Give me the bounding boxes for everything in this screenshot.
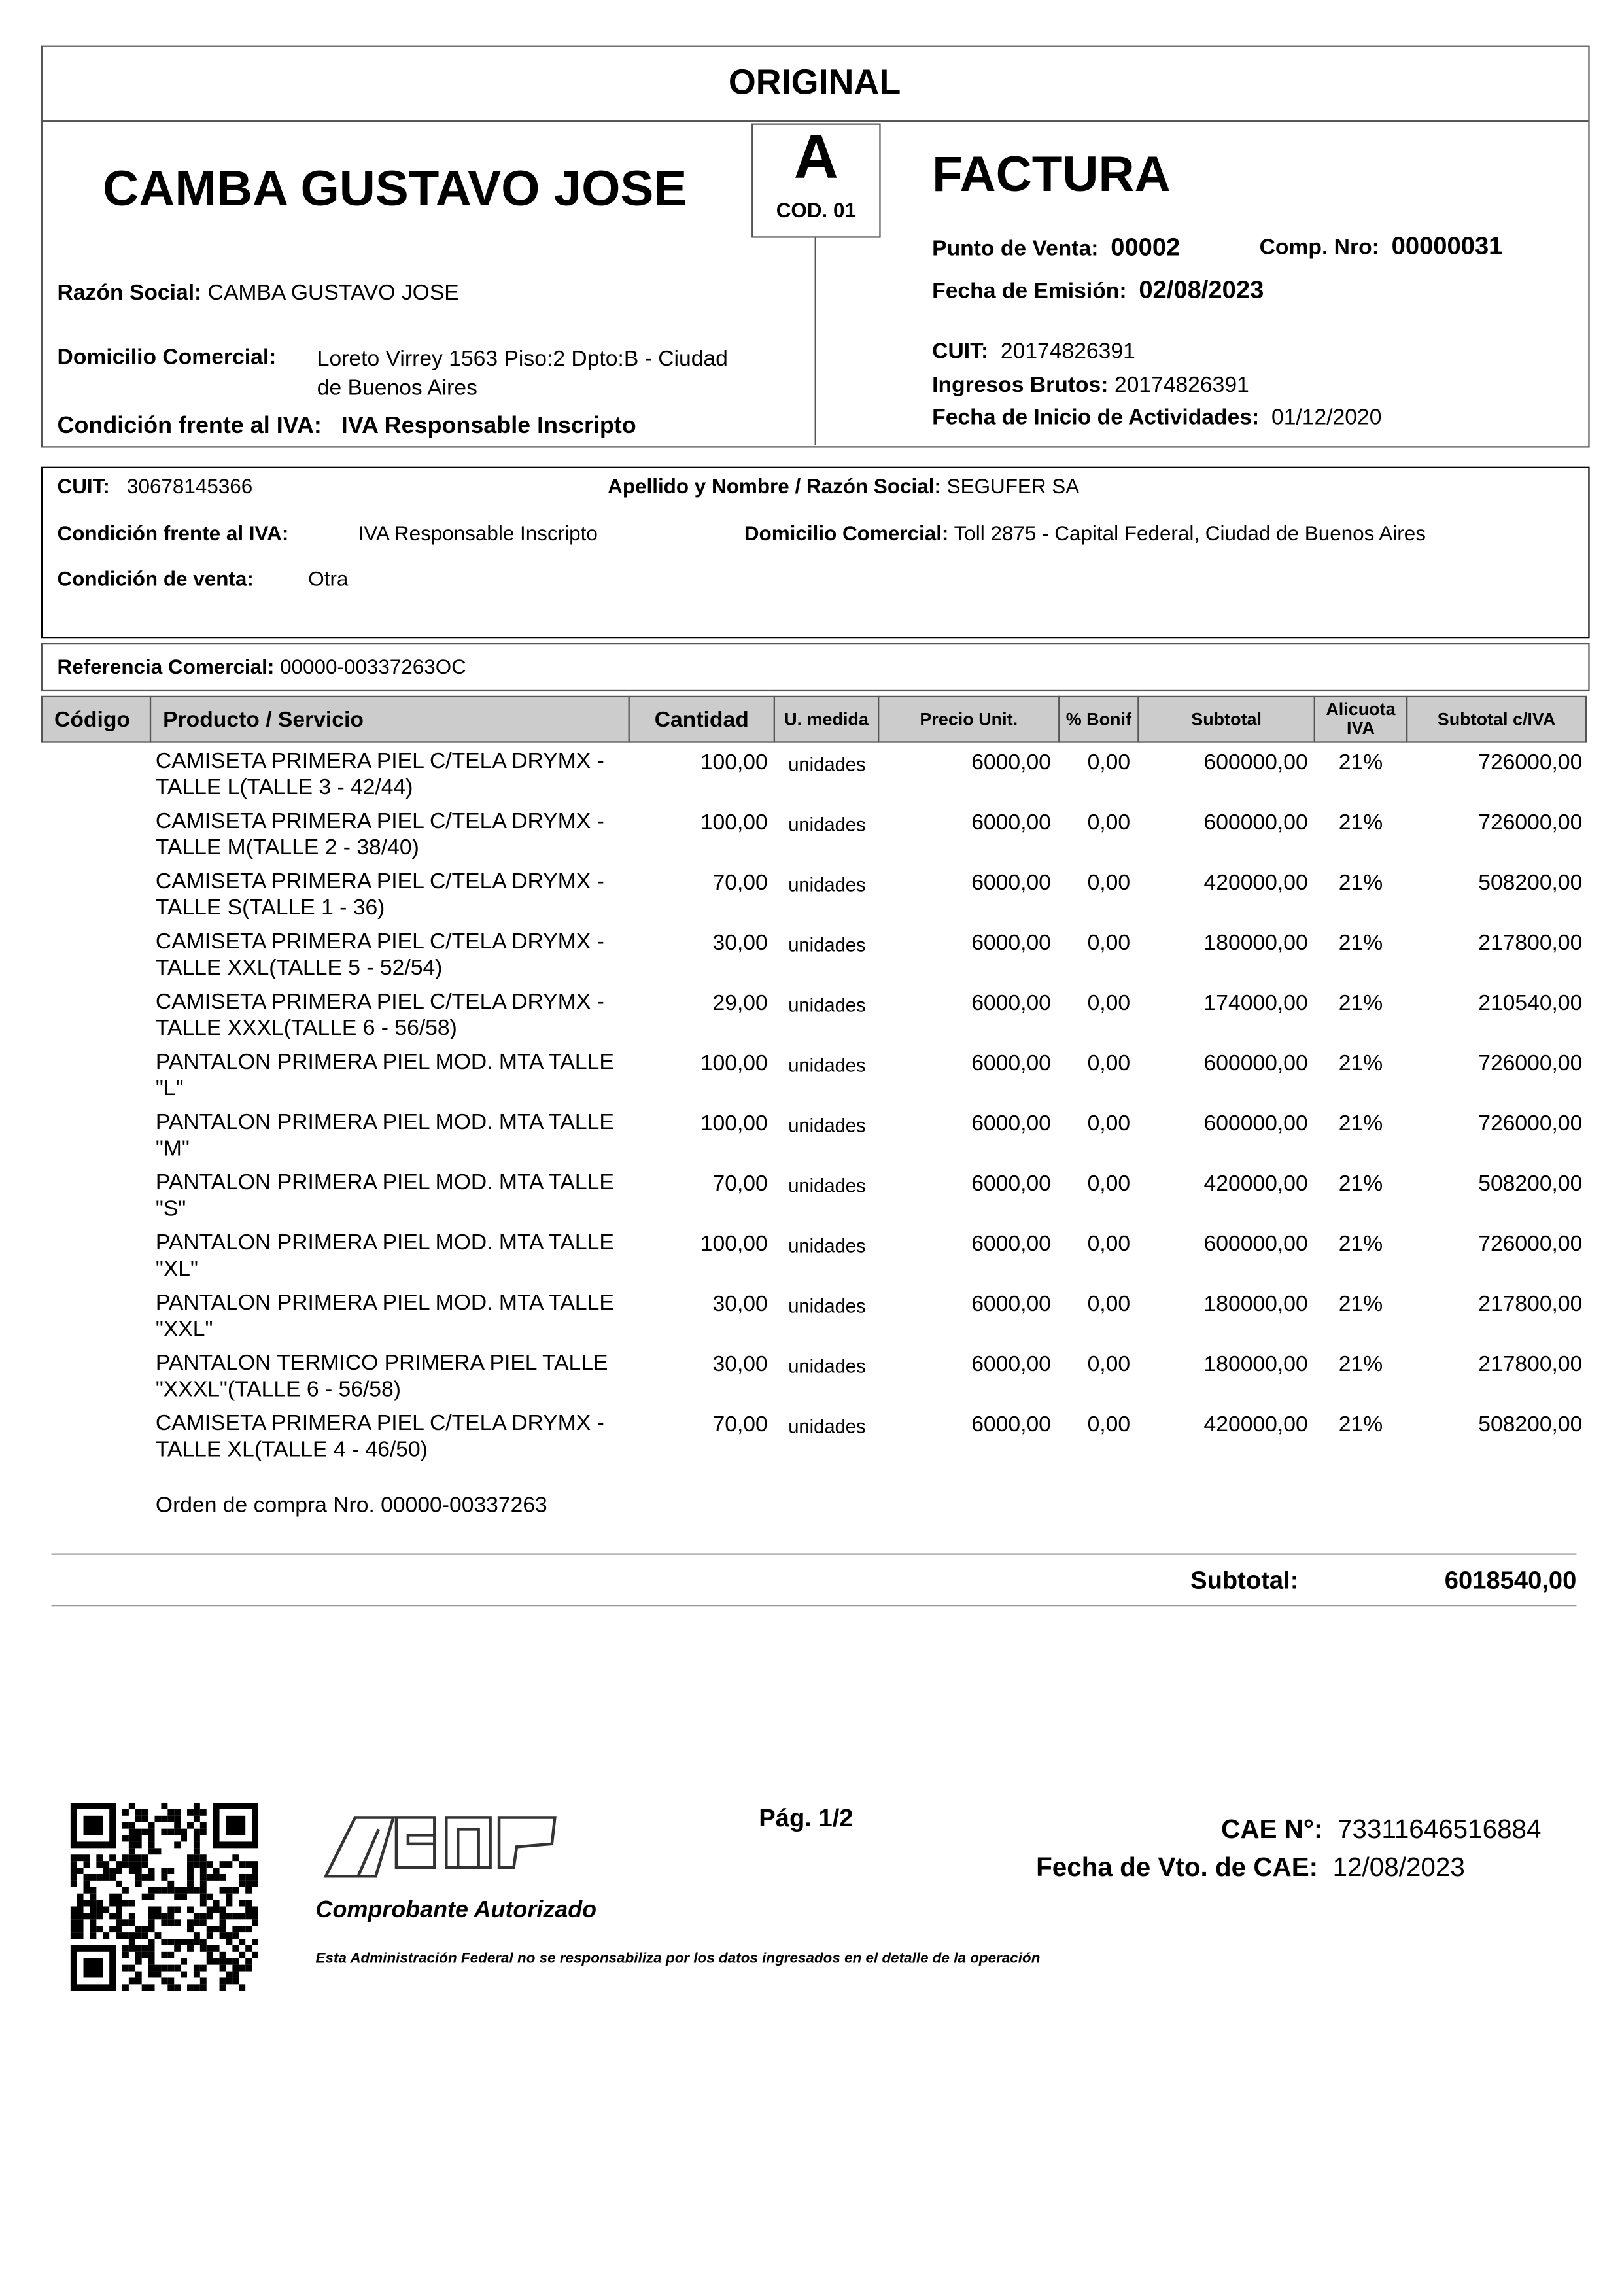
domicilio-value: [317, 345, 728, 404]
product-line: CAMISETA PRIMERA PIEL C/TELA DRYMX -: [155, 929, 604, 954]
product: [156, 990, 604, 1043]
unit-price: 6000,00: [971, 1171, 1051, 1197]
comprobante-autorizado: Comprobante Autorizado: [315, 1898, 597, 1924]
bonif: 0,00: [1087, 1051, 1131, 1077]
col-header-precio: Precio Unit.: [878, 696, 1060, 743]
subtotal-with-iva: 508200,00: [1478, 870, 1583, 896]
product-line: CAMISETA PRIMERA PIEL C/TELA DRYMX -: [155, 809, 604, 834]
bonif: 0,00: [1087, 750, 1131, 775]
product: [156, 1411, 604, 1464]
unit-price: 6000,00: [971, 990, 1051, 1017]
subtotal: 600000,00: [1203, 1051, 1308, 1077]
value: 02/08/2023: [1139, 275, 1264, 304]
referencia-comercial: [58, 655, 466, 678]
page-number: Pág. 1/2: [759, 1804, 854, 1832]
line: Loreto Virrey 1563 Piso:2 Dpto:B - Ciudad: [317, 346, 728, 372]
iva-rate: 21%: [1338, 930, 1383, 956]
unit: unidades: [788, 1114, 866, 1137]
product-line: CAMISETA PRIMERA PIEL C/TELA DRYMX -: [155, 1410, 604, 1436]
product-line: PANTALON TERMICO PRIMERA PIEL TALLE: [155, 1350, 608, 1376]
quantity: 30,00: [712, 930, 768, 956]
value: 73311646516884: [1337, 1814, 1542, 1844]
unit: unidades: [788, 813, 866, 836]
doc-code: COD. 01: [776, 198, 856, 222]
label: Domicilio Comercial:: [744, 521, 949, 545]
iva-rate: 21%: [1338, 750, 1383, 775]
quantity: 70,00: [712, 870, 768, 896]
iva-rate: 21%: [1338, 990, 1383, 1017]
unit: unidades: [788, 1174, 866, 1197]
client-domicilio: [744, 521, 1426, 545]
quantity: 100,00: [700, 1111, 768, 1137]
unit-price: 6000,00: [971, 1111, 1051, 1137]
col-header-alicuota: Alicuota IVA: [1314, 696, 1408, 743]
label: Fecha de Inicio de Actividades:: [932, 405, 1260, 430]
razon-social: [58, 281, 459, 305]
label: CUIT:: [932, 339, 989, 364]
disclaimer: Esta Administración Federal no se responsabiliza por los datos ingresados en el detalle de la operación: [315, 1951, 1041, 1968]
subtotal-with-iva: 217800,00: [1478, 1291, 1583, 1317]
subtotal: 600000,00: [1203, 750, 1308, 775]
col-header-subtotal-iva: Subtotal c/IVA: [1406, 696, 1587, 743]
unit-price: 6000,00: [971, 1231, 1051, 1257]
product: [156, 749, 604, 802]
label: Apellido y Nombre / Razón Social:: [608, 474, 941, 498]
quantity: 100,00: [700, 750, 768, 775]
cae-vto: [1036, 1852, 1465, 1883]
condicion-venta: Otra: [308, 566, 349, 591]
table-row: [0, 1110, 1622, 1170]
table-row: [0, 1230, 1622, 1291]
product-line: TALLE XL(TALLE 4 - 46/50): [155, 1437, 428, 1463]
product-line: "XL": [155, 1257, 198, 1282]
unit-price: 6000,00: [971, 750, 1051, 775]
unit-price: 6000,00: [971, 1352, 1051, 1378]
value: 20174826391: [1000, 339, 1135, 364]
bonif: 0,00: [1087, 930, 1131, 956]
quantity: 30,00: [712, 1352, 768, 1378]
col-header-umedida: U. medida: [774, 696, 880, 743]
value: Toll 2875 - Capital Federal, Ciudad de Buenos Aires: [954, 521, 1426, 545]
table-row: [0, 1411, 1622, 1471]
table-row: [0, 869, 1622, 930]
unit-price: 6000,00: [971, 870, 1051, 896]
bonif: 0,00: [1087, 810, 1131, 836]
value: 01/12/2020: [1271, 405, 1382, 430]
label: Fecha de Vto. de CAE:: [1036, 1852, 1319, 1883]
bonif: 0,00: [1087, 1171, 1131, 1197]
divider: [815, 235, 816, 445]
iva-rate: 21%: [1338, 1051, 1383, 1077]
unit: unidades: [788, 933, 866, 956]
client-iva-label: Condición frente al IVA:: [57, 521, 289, 545]
iva-rate: 21%: [1338, 1231, 1383, 1257]
product-line: TALLE S(TALLE 1 - 36): [155, 896, 385, 921]
table-row: [0, 749, 1622, 809]
unit: unidades: [788, 753, 866, 775]
subtotal: 420000,00: [1203, 1412, 1308, 1438]
punto-venta: [932, 234, 1180, 263]
product-line: PANTALON PRIMERA PIEL MOD. MTA TALLE: [155, 1230, 614, 1255]
unit: unidades: [788, 1234, 866, 1257]
subtotal-with-iva: 217800,00: [1478, 930, 1583, 956]
subtotal-with-iva: 726000,00: [1478, 1051, 1583, 1077]
value: CAMBA GUSTAVO JOSE: [207, 280, 459, 305]
product: [156, 1230, 614, 1283]
product: [156, 1050, 614, 1103]
subtotal: 174000,00: [1203, 990, 1308, 1017]
doc-letter: A: [793, 122, 838, 191]
product-line: PANTALON PRIMERA PIEL MOD. MTA TALLE: [155, 1170, 614, 1195]
product: [156, 809, 604, 862]
subtotal-with-iva: 726000,00: [1478, 1111, 1583, 1137]
subtotal-with-iva: 210540,00: [1478, 990, 1583, 1017]
product: [156, 1110, 614, 1163]
product-line: "S": [155, 1196, 186, 1222]
product-line: "L": [155, 1076, 184, 1102]
value: 00002: [1111, 233, 1181, 262]
issuer-iva: [58, 414, 636, 440]
unit: unidades: [788, 994, 866, 1017]
value: 12/08/2023: [1332, 1852, 1465, 1883]
product: [156, 1170, 614, 1223]
table-row: [0, 1170, 1622, 1230]
quantity: 100,00: [700, 1051, 768, 1077]
product-line: CAMISETA PRIMERA PIEL C/TELA DRYMX -: [155, 989, 604, 1015]
value: 20174826391: [1114, 373, 1249, 398]
iva-rate: 21%: [1338, 1171, 1383, 1197]
product: [156, 1351, 608, 1404]
bonif: 0,00: [1087, 1412, 1131, 1438]
ingresos-brutos: [932, 373, 1249, 398]
product-line: PANTALON PRIMERA PIEL MOD. MTA TALLE: [155, 1049, 614, 1075]
value: 30678145366: [127, 474, 253, 498]
label: CAE N°:: [1221, 1814, 1323, 1844]
quantity: 29,00: [712, 990, 768, 1017]
iva-rate: 21%: [1338, 1291, 1383, 1317]
table-row: [0, 809, 1622, 869]
unit: unidades: [788, 1415, 866, 1438]
product-line: CAMISETA PRIMERA PIEL C/TELA DRYMX -: [155, 748, 604, 774]
iva-rate: 21%: [1338, 1111, 1383, 1137]
table-row: [0, 1351, 1622, 1411]
quantity: 100,00: [700, 810, 768, 836]
client-cuit: [58, 474, 253, 498]
invoice-title: FACTURA: [932, 147, 1171, 203]
qr-code-icon: [71, 1803, 258, 1991]
quantity: 70,00: [712, 1171, 768, 1197]
value: SEGUFER SA: [946, 474, 1080, 498]
iva-rate: 21%: [1338, 870, 1383, 896]
bonif: 0,00: [1087, 1231, 1131, 1257]
divider: [52, 1605, 1577, 1606]
product-line: TALLE L(TALLE 3 - 42/44): [155, 774, 413, 801]
client-iva: IVA Responsable Inscripto: [358, 521, 598, 545]
label: Razón Social:: [57, 280, 202, 305]
product-line: "XXL": [155, 1317, 213, 1342]
subtotal-label: Subtotal:: [1190, 1566, 1299, 1595]
subtotal: 420000,00: [1203, 1171, 1308, 1197]
product-line: TALLE XXL(TALLE 5 - 52/54): [155, 956, 443, 981]
quantity: 70,00: [712, 1412, 768, 1438]
subtotal-with-iva: 726000,00: [1478, 1231, 1583, 1257]
iva-rate: 21%: [1338, 1412, 1383, 1438]
product: [156, 869, 604, 922]
unit: unidades: [788, 873, 866, 896]
issuer-name: CAMBA GUSTAVO JOSE: [103, 161, 687, 218]
doc-type-box: [751, 124, 880, 238]
table-row: [0, 1050, 1622, 1110]
subtotal: 600000,00: [1203, 1231, 1308, 1257]
unit: unidades: [788, 1054, 866, 1077]
subtotal-with-iva: 217800,00: [1478, 1352, 1583, 1378]
unit-price: 6000,00: [971, 1291, 1051, 1317]
issuer-cuit: [932, 339, 1135, 364]
table-row: [0, 990, 1622, 1050]
bonif: 0,00: [1087, 990, 1131, 1017]
product-line: PANTALON PRIMERA PIEL MOD. MTA TALLE: [155, 1290, 614, 1315]
quantity: 100,00: [700, 1231, 768, 1257]
subtotal-with-iva: 726000,00: [1478, 750, 1583, 775]
product-line: TALLE XXXL(TALLE 6 - 56/58): [155, 1016, 457, 1041]
col-header-bonif: % Bonif: [1058, 696, 1139, 743]
label: CUIT:: [57, 474, 110, 498]
label: Referencia Comercial:: [57, 654, 275, 678]
comp-nro: [1260, 232, 1503, 262]
copy-label: ORIGINAL: [728, 63, 901, 103]
label: Ingresos Brutos:: [932, 373, 1109, 398]
col-header-producto: Producto / Servicio: [150, 696, 630, 743]
subtotal: 180000,00: [1203, 1352, 1308, 1378]
quantity: 30,00: [712, 1291, 768, 1317]
label: Fecha de Emisión:: [932, 279, 1127, 304]
product-line: PANTALON PRIMERA PIEL MOD. MTA TALLE: [155, 1109, 614, 1135]
subtotal-with-iva: 508200,00: [1478, 1412, 1583, 1438]
iva-rate: 21%: [1338, 810, 1383, 836]
client-name: [608, 474, 1079, 498]
bonif: 0,00: [1087, 1291, 1131, 1317]
afip-logo: [323, 1811, 565, 1882]
orden-compra: Orden de compra Nro. 00000-00337263: [155, 1493, 547, 1518]
label: Condición frente al IVA:: [57, 413, 322, 440]
line: de Buenos Aires: [317, 375, 477, 401]
bonif: 0,00: [1087, 1352, 1131, 1378]
unit-price: 6000,00: [971, 1412, 1051, 1438]
col-header-subtotal: Subtotal: [1137, 696, 1315, 743]
bonif: 0,00: [1087, 1111, 1131, 1137]
condicion-venta-label: Condición de venta:: [57, 566, 254, 591]
value: 00000-00337263OC: [280, 654, 466, 678]
subtotal-with-iva: 726000,00: [1478, 810, 1583, 836]
product-line: "XXXL"(TALLE 6 - 56/58): [155, 1377, 401, 1402]
label: Comp. Nro:: [1259, 235, 1379, 260]
product: [156, 1291, 614, 1344]
product-line: TALLE M(TALLE 2 - 38/40): [155, 835, 419, 861]
domicilio-label: Domicilio Comercial:: [57, 345, 277, 370]
cae: [1221, 1815, 1541, 1845]
iva-rate: 21%: [1338, 1352, 1383, 1378]
subtotal: 600000,00: [1203, 1111, 1308, 1137]
inicio-actividades: [932, 405, 1381, 430]
table-row: [0, 1291, 1622, 1351]
subtotal: 180000,00: [1203, 1291, 1308, 1317]
label: Punto de Venta:: [932, 236, 1099, 262]
unit: unidades: [788, 1295, 866, 1317]
bonif: 0,00: [1087, 870, 1131, 896]
fecha-emision: [932, 276, 1264, 305]
unit-price: 6000,00: [971, 810, 1051, 836]
subtotal: 600000,00: [1203, 810, 1308, 836]
subtotal-with-iva: 508200,00: [1478, 1171, 1583, 1197]
table-row: [0, 930, 1622, 990]
value: IVA Responsable Inscripto: [341, 413, 636, 440]
subtotal: 420000,00: [1203, 870, 1308, 896]
unit-price: 6000,00: [971, 930, 1051, 956]
value: 00000031: [1391, 232, 1503, 260]
product: [156, 930, 604, 983]
unit: unidades: [788, 1355, 866, 1378]
unit-price: 6000,00: [971, 1051, 1051, 1077]
subtotal-value: 6018540,00: [1444, 1566, 1577, 1595]
col-header-codigo: Código: [41, 696, 151, 743]
subtotal: 180000,00: [1203, 930, 1308, 956]
divider: [52, 1553, 1577, 1554]
col-header-cantidad: Cantidad: [629, 696, 775, 743]
product-line: "M": [155, 1136, 190, 1162]
product-line: CAMISETA PRIMERA PIEL C/TELA DRYMX -: [155, 869, 604, 894]
